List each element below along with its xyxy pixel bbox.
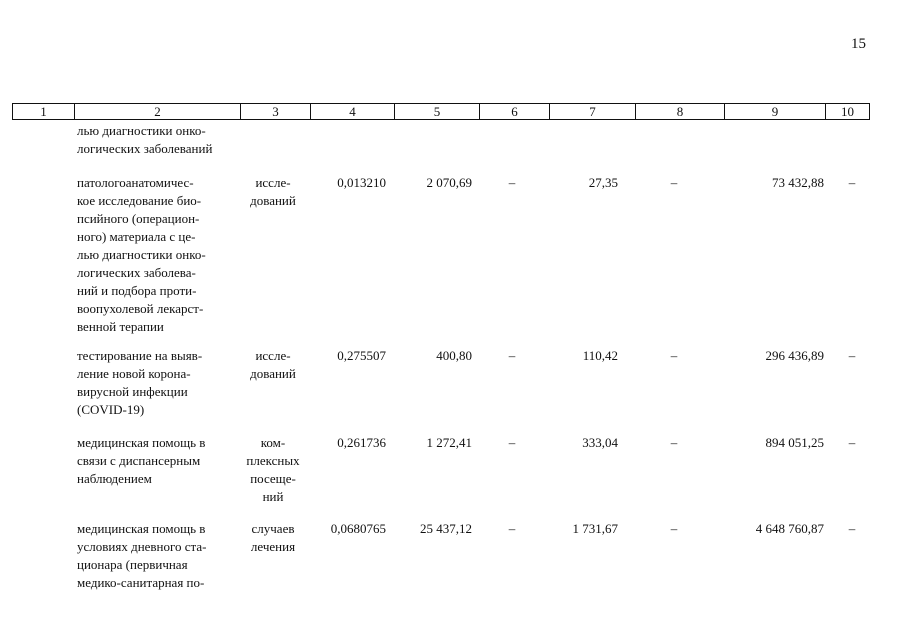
row-col-7: 110,42: [582, 348, 618, 363]
column-header-9: 9: [724, 104, 825, 119]
row-col-8: –: [670, 521, 678, 536]
row-col-5: 2 070,69: [426, 175, 472, 190]
row-col-7: 27,35: [588, 175, 618, 190]
row-description: медицинская помощь в связи с диспансерным наблюдением: [77, 435, 206, 486]
row-col-9: 894 051,25: [765, 435, 824, 450]
row-col-6: –: [508, 175, 516, 190]
row-description: медицинская помощь в условиях дневного ста- ционара (первичная медико-санитарная по-: [77, 521, 207, 590]
table-header-row: [12, 103, 870, 120]
row-col-10: –: [848, 435, 856, 450]
column-header-7: 7: [549, 104, 635, 119]
row-col-9: 296 436,89: [765, 348, 824, 363]
row-col-10: –: [848, 521, 856, 536]
row-col-8: –: [670, 348, 678, 363]
row-col-4: 0,275507: [337, 348, 386, 363]
continuation-text: лью диагностики онко- логических заболеваний: [77, 123, 213, 156]
row-col-8: –: [670, 435, 678, 450]
row-col-6: –: [508, 348, 516, 363]
row-col-7: 333,04: [582, 435, 618, 450]
column-header-5: 5: [394, 104, 479, 119]
row-col-5: 25 437,12: [420, 521, 472, 536]
row-col-9: 4 648 760,87: [755, 521, 824, 536]
row-col-5: 400,80: [436, 348, 472, 363]
column-header-2: 2: [74, 104, 240, 119]
row-description: тестирование на выяв- ление новой корона- вирусной инфекции (COVID-19): [77, 348, 203, 417]
row-col-4: 0,0680765: [330, 521, 386, 536]
column-header-8: 8: [635, 104, 724, 119]
row-col-5: 1 272,41: [426, 435, 472, 450]
row-col-4: 0,013210: [337, 175, 386, 190]
row-col-4: 0,261736: [337, 435, 386, 450]
row-unit: иссле- дований: [250, 348, 296, 381]
row-col-6: –: [508, 521, 516, 536]
row-col-10: –: [848, 175, 856, 190]
column-header-1: 1: [40, 104, 47, 119]
row-col-8: –: [670, 175, 678, 190]
row-col-9: 73 432,88: [772, 175, 824, 190]
page-number: 15: [851, 36, 866, 52]
column-header-6: 6: [479, 104, 549, 119]
column-header-3: 3: [240, 104, 310, 119]
row-description: патологоанатомичес- кое исследование био- псийного (операцион- ного) материала с це- лью диагностики онко- логических заболева- ний и подбора проти- воопухолевой лекарст- венной терапии: [77, 175, 206, 334]
column-header-10: 10: [825, 104, 869, 119]
row-unit: ком- плексных посеще- ний: [246, 435, 300, 504]
row-col-6: –: [508, 435, 516, 450]
row-col-10: –: [848, 348, 856, 363]
row-col-7: 1 731,67: [572, 521, 618, 536]
row-unit: иссле- дований: [250, 175, 296, 208]
column-header-4: 4: [310, 104, 394, 119]
row-unit: случаев лечения: [250, 521, 296, 554]
